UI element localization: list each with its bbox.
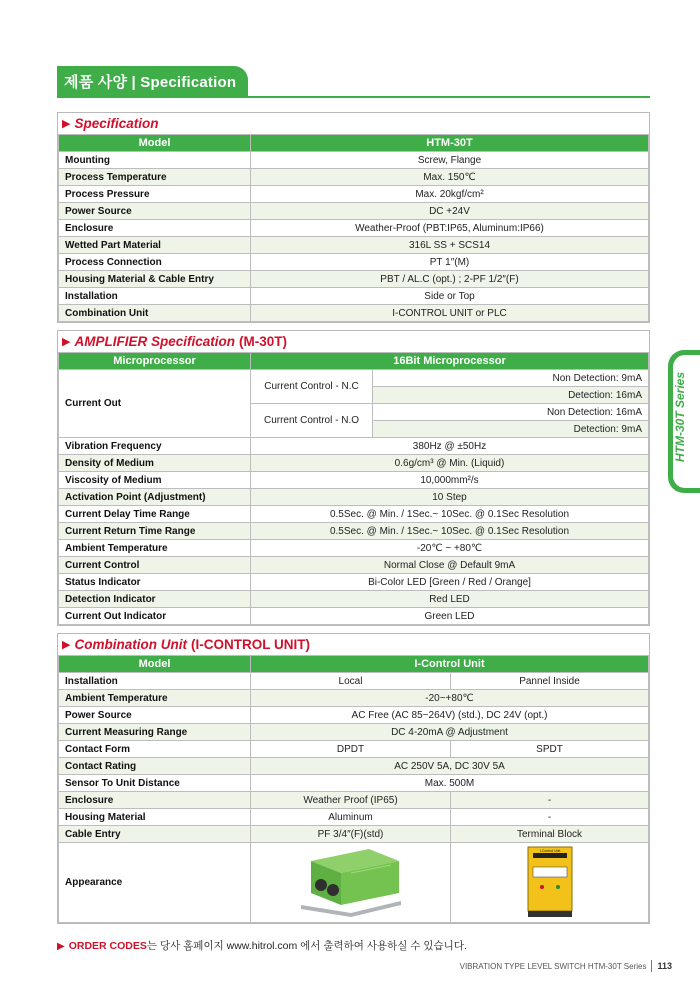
combo-table [58,655,649,923]
combo-row-local-value: DPDT [251,741,451,758]
amp-row-value: Green LED [251,608,649,625]
combo-row-label: Enclosure [59,792,251,809]
current-control-no: Current Control - N.O [251,404,373,438]
current-out-label: Current Out [59,370,251,438]
spec-row-value: I-CONTROL UNIT or PLC [251,305,649,322]
table-row [59,489,649,506]
amp-row-value: 10 Step [251,489,649,506]
amp-row-label: Current Return Time Range [59,523,251,540]
amp-row-label: Current Control [59,557,251,574]
order-codes-note [57,938,467,953]
appearance-label: Appearance [59,843,251,923]
spec-row-value: Weather-Proof (PBT:IP65, Aluminum:IP66) [251,220,649,237]
spec-row-label: Process Connection [59,254,251,271]
combo-row-value: DC 4-20mA @ Adjustment [251,724,649,741]
table-row [59,690,649,707]
amp-header-model: Microprocessor [59,353,251,370]
combo-title [58,634,649,655]
amp-row-value: Bi-Color LED [Green / Red / Orange] [251,574,649,591]
amp-row-value: Normal Close @ Default 9mA [251,557,649,574]
amp-row-label: Current Out Indicator [59,608,251,625]
current-control-nc: Current Control - N.C [251,370,373,404]
spec-row-value: PBT / AL.C (opt.) ; 2-PF 1/2″(F) [251,271,649,288]
spec-row-value: DC +24V [251,203,649,220]
amp-row-value: -20℃ ~ +80℃ [251,540,649,557]
table-row [59,455,649,472]
combo-section [57,633,650,924]
spec-header-value: HTM-30T [251,135,649,152]
yellow-control-unit-image [520,843,580,919]
amp-row-label: Current Delay Time Range [59,506,251,523]
table-row [59,741,649,758]
table-row [59,438,649,455]
combo-row-label: Cable Entry [59,826,251,843]
unit-label-text: I-Control Unit [539,849,560,853]
no-detection: Detection: 9mA [373,421,649,438]
combo-row-panel-value: - [451,792,649,809]
table-row [59,724,649,741]
combo-row-label: Current Measuring Range [59,724,251,741]
table-row [59,220,649,237]
table-row [59,271,649,288]
spec-row-label: Installation [59,288,251,305]
page-section-title [57,66,248,96]
spec-row-value: Screw, Flange [251,152,649,169]
series-side-label: HTM-30T Series [673,371,687,463]
amp-row-label: Ambient Temperature [59,540,251,557]
spec-row-value: Max. 20kgf/cm² [251,186,649,203]
table-row [59,523,649,540]
play-arrow-icon: ▶ [62,639,71,651]
combo-row-label: Ambient Temperature [59,690,251,707]
table-row [59,557,649,574]
table-row [59,506,649,523]
amp-title-text: AMPLIFIER Specification [74,334,235,349]
nc-non-detection: Non Detection: 9mA [373,370,649,387]
combo-row-local-value: Weather Proof (IP65) [251,792,451,809]
amp-table [58,352,649,625]
spec-row-label: Process Temperature [59,169,251,186]
amp-title [58,331,649,352]
spec-row-label: Power Source [59,203,251,220]
panel-unit-image [451,843,649,923]
amp-row-value: 0.5Sec. @ Min. / 1Sec.~ 10Sec. @ 0.1Sec Resolution [251,506,649,523]
table-row [59,707,649,724]
table-row [59,186,649,203]
combo-row-label: Installation [59,673,251,690]
no-non-detection: Non Detection: 16mA [373,404,649,421]
spec-row-label: Enclosure [59,220,251,237]
table-row [59,152,649,169]
amp-row-label: Density of Medium [59,455,251,472]
combo-title-text: Combination Unit [74,637,187,652]
table-row [59,254,649,271]
combo-header-value: I-Control Unit [251,656,649,673]
table-row [59,775,649,792]
spec-row-value: Max. 150℃ [251,169,649,186]
table-row [59,792,649,809]
combo-row-label: Contact Rating [59,758,251,775]
amp-row-value: 0.5Sec. @ Min. / 1Sec.~ 10Sec. @ 0.1Sec Resolution [251,523,649,540]
combo-row-label: Contact Form [59,741,251,758]
amp-row-value: 0.6g/cm³ @ Min. (Liquid) [251,455,649,472]
spec-header-model: Model [59,135,251,152]
spec-title-text: Specification [74,116,159,131]
amp-row-label: Viscosity of Medium [59,472,251,489]
amp-row-value: 10,000mm²/s [251,472,649,489]
play-arrow-icon: ▶ [62,118,71,130]
table-row [59,472,649,489]
table-row [59,305,649,322]
order-codes-label: ORDER CODES [68,940,147,952]
footer-text: VIBRATION TYPE LEVEL SWITCH HTM-30T Series [459,961,647,971]
section-title-text: 제품 사양 | Specification [64,73,237,91]
spec-title [58,113,649,134]
table-row [59,673,649,690]
combo-row-local-value: Local [251,673,451,690]
header-divider [57,96,650,98]
combo-row-value: AC 250V 5A, DC 30V 5A [251,758,649,775]
spec-row-label: Process Pressure [59,186,251,203]
spec-row-label: Combination Unit [59,305,251,322]
spec-row-label: Housing Material & Cable Entry [59,271,251,288]
combo-row-label: Sensor To Unit Distance [59,775,251,792]
table-row [59,237,649,254]
table-row [59,169,649,186]
nc-detection: Detection: 16mA [373,387,649,404]
amp-row-label: Detection Indicator [59,591,251,608]
combo-row-value: -20~+80℃ [251,690,649,707]
green-junction-box-image [291,843,411,919]
combo-row-panel-value: Pannel Inside [451,673,649,690]
combo-row-value: Max. 500M [251,775,649,792]
table-row [59,809,649,826]
table-row [59,758,649,775]
order-codes-text: 는 당사 홈페이지 www.hitrol.com 에서 출력하여 사용하실 수 있습니다. [146,940,467,952]
spec-table [58,134,649,322]
table-row [59,288,649,305]
spec-row-label: Wetted Part Material [59,237,251,254]
combo-title-paren: (I-CONTROL UNIT) [190,637,310,652]
series-side-tab [668,350,700,493]
amp-row-label: Status Indicator [59,574,251,591]
combo-row-value: AC Free (AC 85~264V) (std.), DC 24V (opt.) [251,707,649,724]
local-unit-image [251,843,451,923]
amp-section [57,330,650,626]
table-row [59,591,649,608]
combo-row-label: Power Source [59,707,251,724]
combo-row-panel-value: - [451,809,649,826]
spec-section [57,112,650,323]
amp-row-label: Vibration Frequency [59,438,251,455]
combo-row-label: Housing Material [59,809,251,826]
spec-row-value: 316L SS + SCS14 [251,237,649,254]
spec-row-label: Mounting [59,152,251,169]
combo-row-local-value: PF 3/4″(F)(std) [251,826,451,843]
play-arrow-icon: ▶ [57,941,65,952]
table-row [59,826,649,843]
amp-row-label: Activation Point (Adjustment) [59,489,251,506]
combo-row-panel-value: SPDT [451,741,649,758]
spec-row-value: Side or Top [251,288,649,305]
table-row [59,608,649,625]
page-footer [460,960,672,972]
amp-row-value: 380Hz @ ±50Hz [251,438,649,455]
amp-row-value: Red LED [251,591,649,608]
table-row [59,574,649,591]
combo-row-panel-value: Terminal Block [451,826,649,843]
play-arrow-icon: ▶ [62,336,71,348]
table-row [59,203,649,220]
spec-row-value: PT 1″(M) [251,254,649,271]
amp-header-value: 16Bit Microprocessor [251,353,649,370]
page-number: 113 [657,961,672,971]
combo-row-local-value: Aluminum [251,809,451,826]
table-row [59,540,649,557]
amp-title-paren: (M-30T) [239,334,287,349]
combo-header-model: Model [59,656,251,673]
